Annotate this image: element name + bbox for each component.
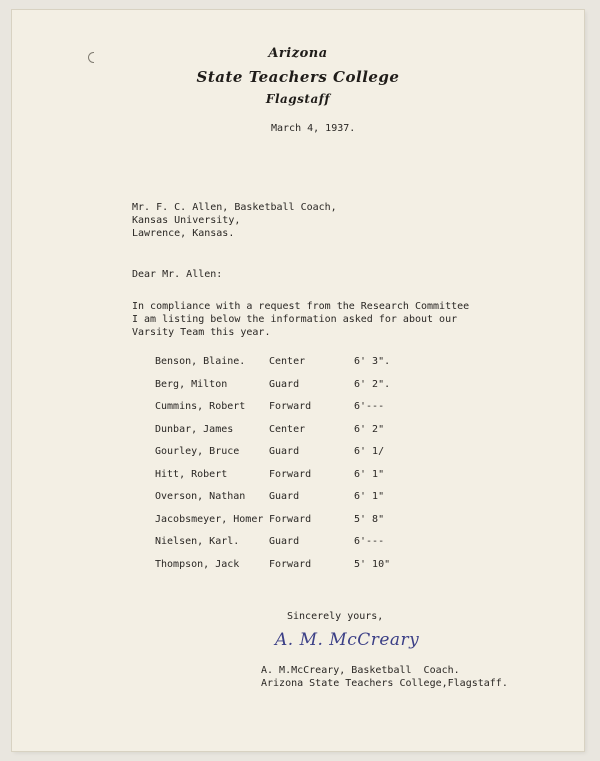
player-name: Thompson, Jack bbox=[155, 559, 240, 570]
letter-page bbox=[12, 10, 584, 751]
closing: Sincerely yours, bbox=[287, 611, 384, 622]
recipient-line1: Mr. F. C. Allen, Basketball Coach, bbox=[132, 202, 337, 213]
player-position: Forward bbox=[269, 559, 312, 570]
player-position: Forward bbox=[269, 514, 312, 525]
body-line2: I am listing below the information asked for about our bbox=[132, 314, 458, 325]
player-position: Guard bbox=[269, 536, 300, 547]
player-name: Benson, Blaine. bbox=[155, 356, 246, 367]
player-name: Gourley, Bruce bbox=[155, 446, 240, 457]
body-line1: In compliance with a request from the Research Committee bbox=[132, 301, 470, 312]
letterhead-line3: Flagstaff bbox=[265, 92, 331, 106]
player-name: Nielsen, Karl. bbox=[155, 536, 240, 547]
player-height: 6' 1/ bbox=[354, 446, 385, 457]
player-height: 6' 1" bbox=[354, 491, 385, 502]
salutation: Dear Mr. Allen: bbox=[132, 269, 223, 280]
player-name: Jacobsmeyer, Homer bbox=[155, 514, 264, 525]
player-name: Hitt, Robert bbox=[155, 469, 228, 480]
letterhead-line2: State Teachers College bbox=[196, 68, 400, 86]
recipient-address bbox=[132, 201, 337, 240]
player-position: Guard bbox=[269, 446, 300, 457]
player-height: 6'--- bbox=[354, 536, 385, 547]
player-height: 6' 1" bbox=[354, 469, 385, 480]
letterhead-line1: Arizona bbox=[268, 46, 328, 61]
recipient-line2: Kansas University, bbox=[132, 215, 241, 226]
body-line3: Varsity Team this year. bbox=[132, 327, 271, 338]
player-height: 6'--- bbox=[354, 401, 385, 412]
player-position: Forward bbox=[269, 469, 312, 480]
player-position: Center bbox=[269, 356, 306, 367]
player-position: Center bbox=[269, 424, 306, 435]
player-name: Cummins, Robert bbox=[155, 401, 246, 412]
player-position: Guard bbox=[269, 491, 300, 502]
player-height: 5' 10" bbox=[354, 559, 391, 570]
player-position: Forward bbox=[269, 401, 312, 412]
recipient-line3: Lawrence, Kansas. bbox=[132, 228, 235, 239]
player-height: 6' 2" bbox=[354, 424, 385, 435]
letter-date: March 4, 1937. bbox=[271, 123, 356, 134]
signer-line2: Arizona State Teachers College,Flagstaff. bbox=[261, 678, 508, 689]
player-height: 6' 2". bbox=[354, 379, 391, 390]
player-position: Guard bbox=[269, 379, 300, 390]
player-name: Dunbar, James bbox=[155, 424, 234, 435]
body-paragraph bbox=[132, 300, 469, 339]
player-name: Berg, Milton bbox=[155, 379, 228, 390]
player-height: 5' 8" bbox=[354, 514, 385, 525]
player-height: 6' 3". bbox=[354, 356, 391, 367]
signer-line1: A. M.McCreary, Basketball Coach. bbox=[261, 665, 460, 676]
player-name: Overson, Nathan bbox=[155, 491, 246, 502]
handwritten-signature: A. M. McCreary bbox=[275, 630, 420, 650]
